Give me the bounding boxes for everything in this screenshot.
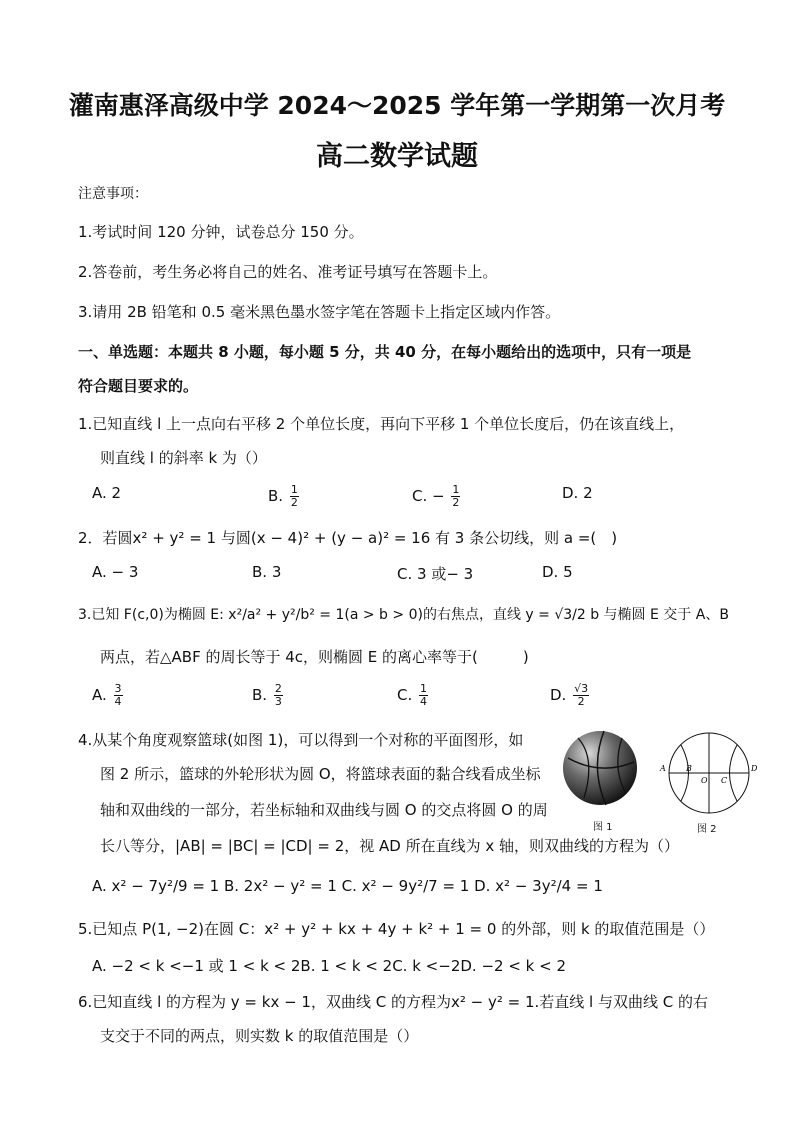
q2-stem: 2．若圆x² + y² = 1 与圆(x − 4)² + (y − a)² = 16 有 3 条公切线，则 a =( ) [78,529,618,547]
notes-heading: 注意事项： [78,186,148,202]
q1-option-b: B. $\frac{1}{2}$ [268,483,298,509]
q3-option-b: B. $\frac{2}{3}$ [252,682,282,708]
fig2-label-d: D [751,764,758,773]
q3-option-a: A. $\frac{3}{4}$ [92,682,122,708]
q4-stem-line1: 4.从某个角度观察篮球(如图 1)，可以得到一个对称的平面图形，如 [78,731,524,749]
q3-stem-line1: 3.已知 F(c,0)为椭圆 E: x²/a² + y²/b² = 1(a > b > 0)的右焦点，直线 y = √3/2 b 与椭圆 E 交于 A、B [78,607,729,623]
note-item-2: 2.答卷前，考生务必将自己的姓名、准考证号填写在答题卡上。 [78,263,498,281]
q1-option-c: C. − $\frac{1}{2}$ [412,483,460,509]
q1-option-c-fraction: $\frac{1}{2}$ [452,483,460,509]
q1-stem-line1: 1.已知直线 l 上一点向右平移 2 个单位长度，再向下平移 1 个单位长度后，仍在该直线上， [78,415,685,433]
q2-option-c: C. 3 或− 3 [397,565,474,583]
q2-option-a: A. − 3 [92,563,139,581]
q6-stem-line1: 6.已知直线 l 的方程为 y = kx − 1，双曲线 C 的方程为x² − y² = 1.若直线 l 与双曲线 C 的右 [78,993,709,1011]
fig2-label-o: O [701,776,708,785]
q3-option-d: D. $\frac{√3}{2}$ [550,682,589,708]
q4-stem-line3: 轴和双曲线的一部分，若坐标轴和双曲线与圆 O 的交点将圆 O 的周 [100,801,548,819]
q1-stem-line2: 则直线 l 的斜率 k 为（） [100,449,267,467]
basketball-figure [560,728,640,808]
fig2-label-a: A [660,764,666,773]
fig2-label-b: B [686,764,692,773]
q4-stem-line4: 长八等分，|AB| = |BC| = |CD| = 2，视 AD 所在直线为 x 轴，则双曲线的方程为（） [100,837,680,855]
q2-option-d: D. 5 [542,563,573,581]
q1-option-d: D. 2 [562,484,593,502]
circle-hyperbola-figure [658,722,760,824]
exam-subtitle: 高二数学试题 [316,141,478,172]
q6-stem-line2: 支交于不同的两点，则实数 k 的取值范围是（） [100,1027,419,1045]
q1-option-a: A. 2 [92,484,122,502]
q4-options: A. x² − 7y²/9 = 1 B. 2x² − y² = 1 C. x² − 9y²/7 = 1 D. x² − 3y²/4 = 1 [92,877,603,895]
q3-stem-line2: 两点，若△ABF 的周长等于 4c，则椭圆 E 的离心率等于( ) [100,648,529,666]
q5-options: A. −2 < k <−1 或 1 < k < 2B. 1 < k < 2C. k <−2D. −2 < k < 2 [92,957,566,975]
q1-option-b-fraction: $\frac{1}{2}$ [290,483,298,509]
q5-stem: 5.已知点 P(1, −2)在圆 C：x² + y² + kx + 4y + k² + 1 = 0 的外部，则 k 的取值范围是（） [78,920,715,938]
fig2-label-c: C [721,776,728,785]
figure1-caption: 图 1 [593,822,613,833]
section1-heading: 一、单选题：本题共 8 小题，每小题 5 分，共 40 分，在每小题给出的选项中，只有一项是 [78,343,692,361]
note-item-1: 1.考试时间 120 分钟，试卷总分 150 分。 [78,223,364,241]
q3-option-c: C. $\frac{1}{4}$ [397,682,428,708]
exam-title: 灌南惠泽高级中学 2024～2025 学年第一学期第一次月考 [68,91,726,120]
section1-heading-cont: 符合题目要求的。 [78,377,199,395]
figure2-caption: 图 2 [697,824,717,835]
note-item-3: 3.请用 2B 铅笔和 0.5 毫米黑色墨水签字笔在答题卡上指定区域内作答。 [78,303,561,321]
q4-stem-line2: 图 2 所示，篮球的外轮形状为圆 O，将篮球表面的黏合线看成坐标 [100,765,541,783]
q2-option-b: B. 3 [252,563,282,581]
